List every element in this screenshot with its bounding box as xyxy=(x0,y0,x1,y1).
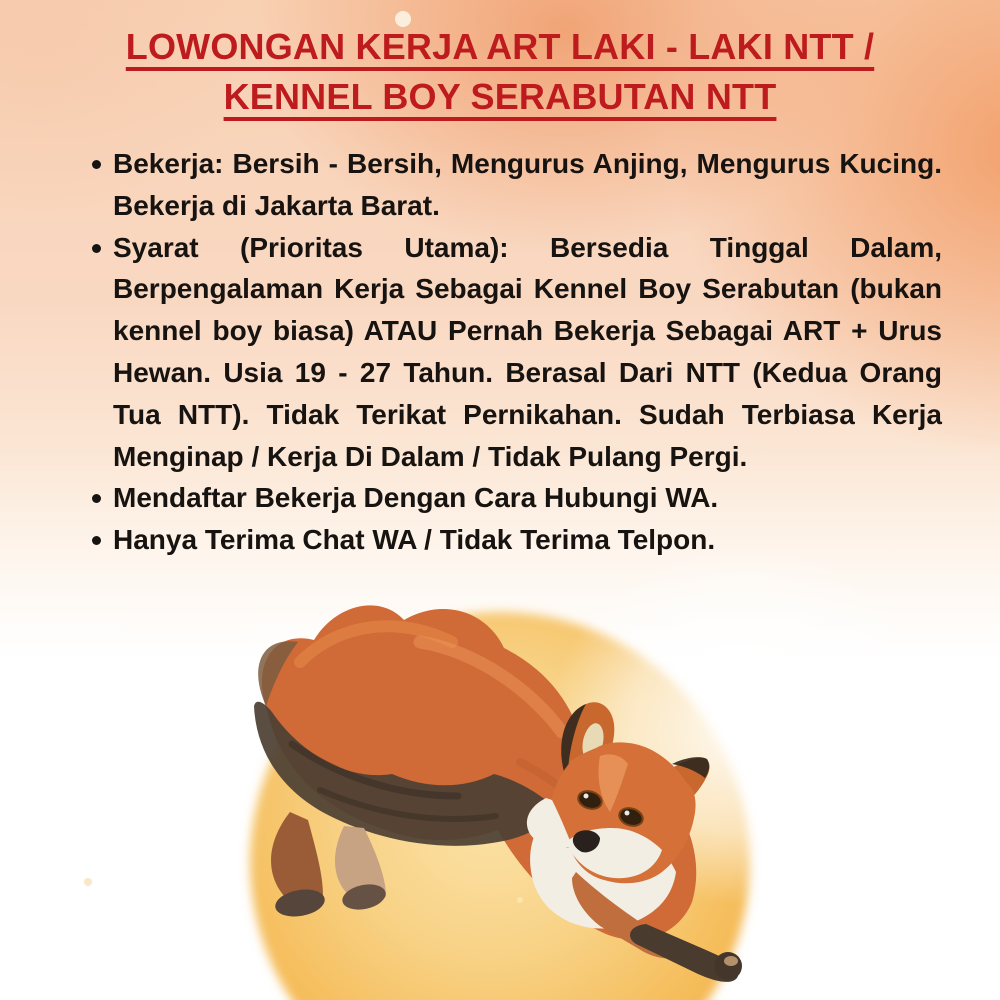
title-line-2: KENNEL BOY SERABUTAN NTT xyxy=(223,76,777,117)
list-item: Bekerja: Bersih - Bersih, Mengurus Anjing, Mengurus Kucing. Bekerja di Jakarta Barat. xyxy=(90,143,942,227)
list-item: Syarat (Prioritas Utama): Bersedia Tinggal Dalam, Berpengalaman Kerja Sebagai Kennel Boy Serabutan (bukan kennel boy biasa) ATAU Pernah Bekerja Sebagai ART + Urus Hewan. Usia 19 - 27 Tahun. Berasal Dari NTT (Kedua Orang Tua NTT). Tidak Terikat Pernikahan. Sudah Terbiasa Kerja Menginap / Kerja Di Dalam / Tidak Pulang Pergi. xyxy=(90,227,942,478)
list-item: Hanya Terima Chat WA / Tidak Terima Telpon. xyxy=(90,519,942,561)
title-line-1: LOWONGAN KERJA ART LAKI - LAKI NTT / xyxy=(125,26,875,67)
fox-front-paw xyxy=(714,952,742,980)
job-details-list xyxy=(90,143,942,561)
list-item: Mendaftar Bekerja Dengan Cara Hubungi WA. xyxy=(90,477,942,519)
page-title xyxy=(0,0,1000,122)
